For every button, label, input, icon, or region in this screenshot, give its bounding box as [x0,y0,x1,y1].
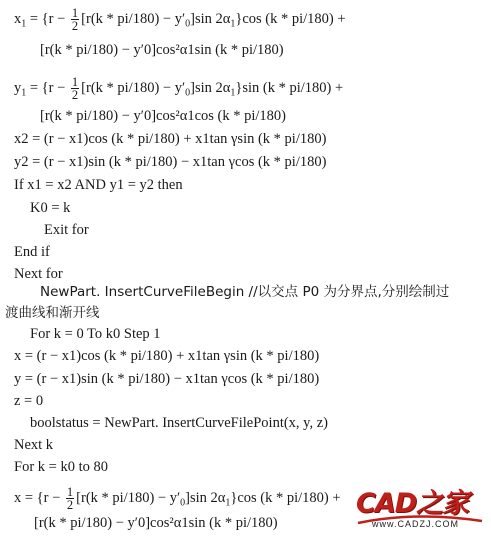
equation-x1-line1: $x_1 = \{r$ − $\frac{1}{2}$ $[r(k * pi/180) - y'_0]\sin$ $2\alpha_1\}\cos$ (k * pi/180) + [14,6,346,33]
comment-continuation: 渡曲线和渐开线 [5,305,100,321]
equation-x-line1: x = {r − $\frac{1}{2}$ $[r(k * pi/180) - y'_0]\sin$ $2\alpha_1\}\cos$ (k * pi/180) + [14,485,341,512]
code-for-loop-2: For k = k0 to 80 [14,459,108,475]
fraction-half: $\frac{1}{2}$ [71,6,79,33]
logo-url-text: www.CADZJ.COM [372,519,459,529]
fraction-half: $\frac{1}{2}$ [71,75,79,102]
equation-y2: y2 = (r − x1)sin (k * pi/180) − x1tan γcos (k * pi/180) [14,154,327,170]
code-assign-k0: K0 = k [30,200,71,216]
logo-brand-text: CAD之家 [356,488,469,519]
code-next-k: Next k [14,437,54,453]
equation-x1-line2: [r(k * pi/180) − y′0]cos²α1sin (k * pi/180) [40,42,284,58]
code-end-if: End if [14,244,50,260]
equation-z: z = 0 [14,393,44,409]
equation-y: y = (r − x1)sin (k * pi/180) − x1tan γcos (k * pi/180) [14,371,320,387]
equation-x: x = (r − x1)cos (k * pi/180) + x1tan γsin (k * pi/180) [14,348,320,364]
equation-y1-line2: [r(k * pi/180) − y′0]cos²α1cos (k * pi/180) [40,108,286,124]
equation-y1-line1: $y_1 = \{r$ − $\frac{1}{2}$ $[r(k * pi/180) - y'_0]\sin$ $2\alpha_1\}\sin$ (k * pi/180) + [14,75,344,102]
equation-x2: x2 = (r − x1)cos (k * pi/180) + x1tan γsin (k * pi/180) [14,131,327,147]
code-insert-curve-begin: NewPart. InsertCurveFileBegin //以交点 P0 为分界点,分别绘制过 [40,284,450,300]
code-insert-point: boolstatus = NewPart. InsertCurveFilePoint(x, y, z) [30,415,329,431]
code-exit-for: Exit for [44,222,89,238]
cadzj-watermark-logo [356,489,488,531]
code-for-loop-1: For k = 0 To k0 Step 1 [30,326,161,342]
code-next-for: Next for [14,266,63,282]
fraction-half: $\frac{1}{2}$ [66,485,74,512]
code-if-statement: If x1 = x2 AND y1 = y2 then [14,177,183,193]
equation-x-line2: [r(k * pi/180) − y′0]cos²α1sin (k * pi/180) [34,515,278,531]
